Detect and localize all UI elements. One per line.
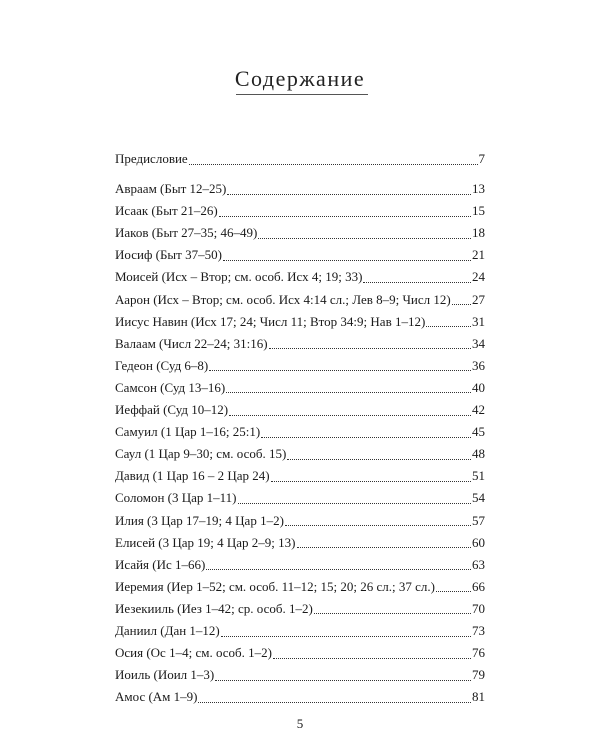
dot-leader bbox=[215, 680, 471, 681]
toc-entry-label: Исайя (Ис 1–66) bbox=[115, 556, 206, 572]
dot-leader bbox=[436, 591, 471, 592]
dot-leader bbox=[223, 260, 471, 261]
toc-entry bbox=[115, 487, 485, 509]
dot-leader bbox=[229, 415, 471, 416]
toc-entry-page-number: 51 bbox=[472, 468, 485, 484]
dot-leader bbox=[271, 481, 471, 482]
toc-entry-page-number: 76 bbox=[472, 645, 485, 661]
toc-entry-label: Аарон (Исх – Втор; см. особ. Исх 4:14 сл.; Лев 8–9; Числ 12) bbox=[115, 291, 451, 307]
toc-entry bbox=[115, 598, 485, 620]
toc-entry-label: Самуил (1 Цар 1–16; 25:1) bbox=[115, 424, 261, 440]
toc-entry bbox=[115, 664, 485, 686]
toc-entry-label: Исаак (Быт 21–26) bbox=[115, 203, 218, 219]
dot-leader bbox=[426, 326, 471, 327]
toc-entry-label: Соломон (3 Цар 1–11) bbox=[115, 490, 237, 506]
toc-entry-label: Иаков (Быт 27–35; 46–49) bbox=[115, 225, 258, 241]
toc-entry-page-number: 34 bbox=[472, 335, 485, 351]
toc-entry-page-number: 7 bbox=[478, 151, 485, 166]
dot-leader bbox=[273, 658, 471, 659]
toc-entry-page-number: 13 bbox=[472, 181, 485, 197]
toc-entry-label: Моисей (Исх – Втор; см. особ. Исх 4; 19; 33) bbox=[115, 269, 363, 285]
toc-entry-label: Иеффай (Суд 10–12) bbox=[115, 402, 229, 418]
toc-entry-label: Елисей (3 Цар 19; 4 Цар 2–9; 13) bbox=[115, 534, 296, 550]
toc-entry bbox=[115, 311, 485, 333]
dot-leader bbox=[189, 164, 478, 165]
toc-entry bbox=[115, 266, 485, 288]
toc-entry-page-number: 21 bbox=[472, 247, 485, 263]
toc-entry-page-number: 40 bbox=[472, 379, 485, 395]
toc-entry-page-number: 70 bbox=[472, 600, 485, 616]
toc-entry-page-number: 48 bbox=[472, 446, 485, 462]
toc-entry-label: Саул (1 Цар 9–30; см. особ. 15) bbox=[115, 446, 287, 462]
page-title: Содержание bbox=[234, 66, 366, 91]
toc-entry bbox=[115, 510, 485, 532]
dot-leader bbox=[261, 437, 471, 438]
toc-entry-label: Иисус Навин (Исх 17; 24; Числ 11; Втор 34:9; Нав 1–12) bbox=[115, 313, 426, 329]
toc-entry bbox=[115, 244, 485, 266]
toc-entry-label: Иеремия (Иер 1–52; см. особ. 11–12; 15; 20; 26 сл.; 37 сл.) bbox=[115, 578, 435, 594]
toc-entry-label: Самсон (Суд 13–16) bbox=[115, 379, 226, 395]
toc-entry bbox=[115, 642, 485, 664]
toc-entry bbox=[115, 465, 485, 487]
dot-leader bbox=[198, 702, 471, 703]
toc-entry bbox=[115, 554, 485, 576]
toc-entry-page-number: 24 bbox=[472, 269, 485, 285]
toc-entry-page-number: 57 bbox=[472, 512, 485, 528]
dot-leader bbox=[209, 370, 471, 371]
toc-entry bbox=[115, 200, 485, 222]
toc-entry bbox=[115, 620, 485, 642]
toc-entry-label: Даниил (Дан 1–12) bbox=[115, 622, 220, 638]
toc-entry-label: Иоиль (Иоил 1–3) bbox=[115, 667, 215, 683]
dot-leader bbox=[227, 194, 471, 195]
dot-leader bbox=[287, 459, 471, 460]
toc-entry bbox=[115, 333, 485, 355]
dot-leader bbox=[226, 392, 471, 393]
dot-leader bbox=[206, 569, 471, 570]
toc-entry-page-number: 36 bbox=[472, 357, 485, 373]
toc-entry-page-number: 81 bbox=[472, 689, 485, 705]
toc-entry-page-number: 54 bbox=[472, 490, 485, 506]
dot-leader bbox=[238, 503, 471, 504]
toc-entry bbox=[115, 355, 485, 377]
dot-leader bbox=[269, 348, 471, 349]
dot-leader bbox=[363, 282, 471, 283]
toc-entry-label: Предисловие bbox=[115, 151, 188, 166]
toc-entry-label: Гедеон (Суд 6–8) bbox=[115, 357, 209, 373]
dot-leader bbox=[297, 547, 472, 548]
toc-entry-label: Иосиф (Быт 37–50) bbox=[115, 247, 222, 263]
dot-leader bbox=[221, 636, 471, 637]
toc-entry-label: Осия (Ос 1–4; см. особ. 1–2) bbox=[115, 645, 272, 661]
toc-entry-label: Иезекииль (Иез 1–42; ср. особ. 1–2) bbox=[115, 600, 313, 616]
toc-entry-page-number: 79 bbox=[472, 667, 485, 683]
toc-entry-page-number: 31 bbox=[472, 313, 485, 329]
toc-entry-page-number: 27 bbox=[472, 291, 485, 307]
toc-entry-page-number: 15 bbox=[472, 203, 485, 219]
dot-leader bbox=[258, 238, 471, 239]
toc-entry-page-number: 73 bbox=[472, 622, 485, 638]
toc-entry-label: Амос (Ам 1–9) bbox=[115, 689, 198, 705]
dot-leader bbox=[452, 304, 471, 305]
toc-entry bbox=[115, 148, 485, 170]
toc-entry-page-number: 18 bbox=[472, 225, 485, 241]
toc-entry-label: Авраам (Быт 12–25) bbox=[115, 181, 227, 197]
toc-entry bbox=[115, 377, 485, 399]
dot-leader bbox=[314, 613, 471, 614]
dot-leader bbox=[285, 525, 471, 526]
toc-entry bbox=[115, 532, 485, 554]
toc-entry-page-number: 42 bbox=[472, 402, 485, 418]
toc-entry-page-number: 60 bbox=[472, 534, 485, 550]
page-number-footer: 5 bbox=[296, 716, 304, 731]
toc-entry-label: Давид (1 Цар 16 – 2 Цар 24) bbox=[115, 468, 270, 484]
toc-entry-page-number: 45 bbox=[472, 424, 485, 440]
toc-entry-label: Валаам (Числ 22–24; 31:16) bbox=[115, 335, 268, 351]
title-underline bbox=[236, 94, 368, 95]
toc-entry bbox=[115, 399, 485, 421]
dot-leader bbox=[219, 216, 471, 217]
table-of-contents bbox=[115, 148, 485, 708]
toc-entry bbox=[115, 576, 485, 598]
toc-entry-label: Илия (3 Цар 17–19; 4 Цар 1–2) bbox=[115, 512, 284, 528]
toc-entry bbox=[115, 443, 485, 465]
toc-entry bbox=[115, 686, 485, 708]
toc-entry bbox=[115, 178, 485, 200]
toc-entry-page-number: 63 bbox=[472, 556, 485, 572]
toc-entry bbox=[115, 222, 485, 244]
toc-entry bbox=[115, 421, 485, 443]
toc-entry bbox=[115, 289, 485, 311]
toc-entry-page-number: 66 bbox=[472, 578, 485, 594]
